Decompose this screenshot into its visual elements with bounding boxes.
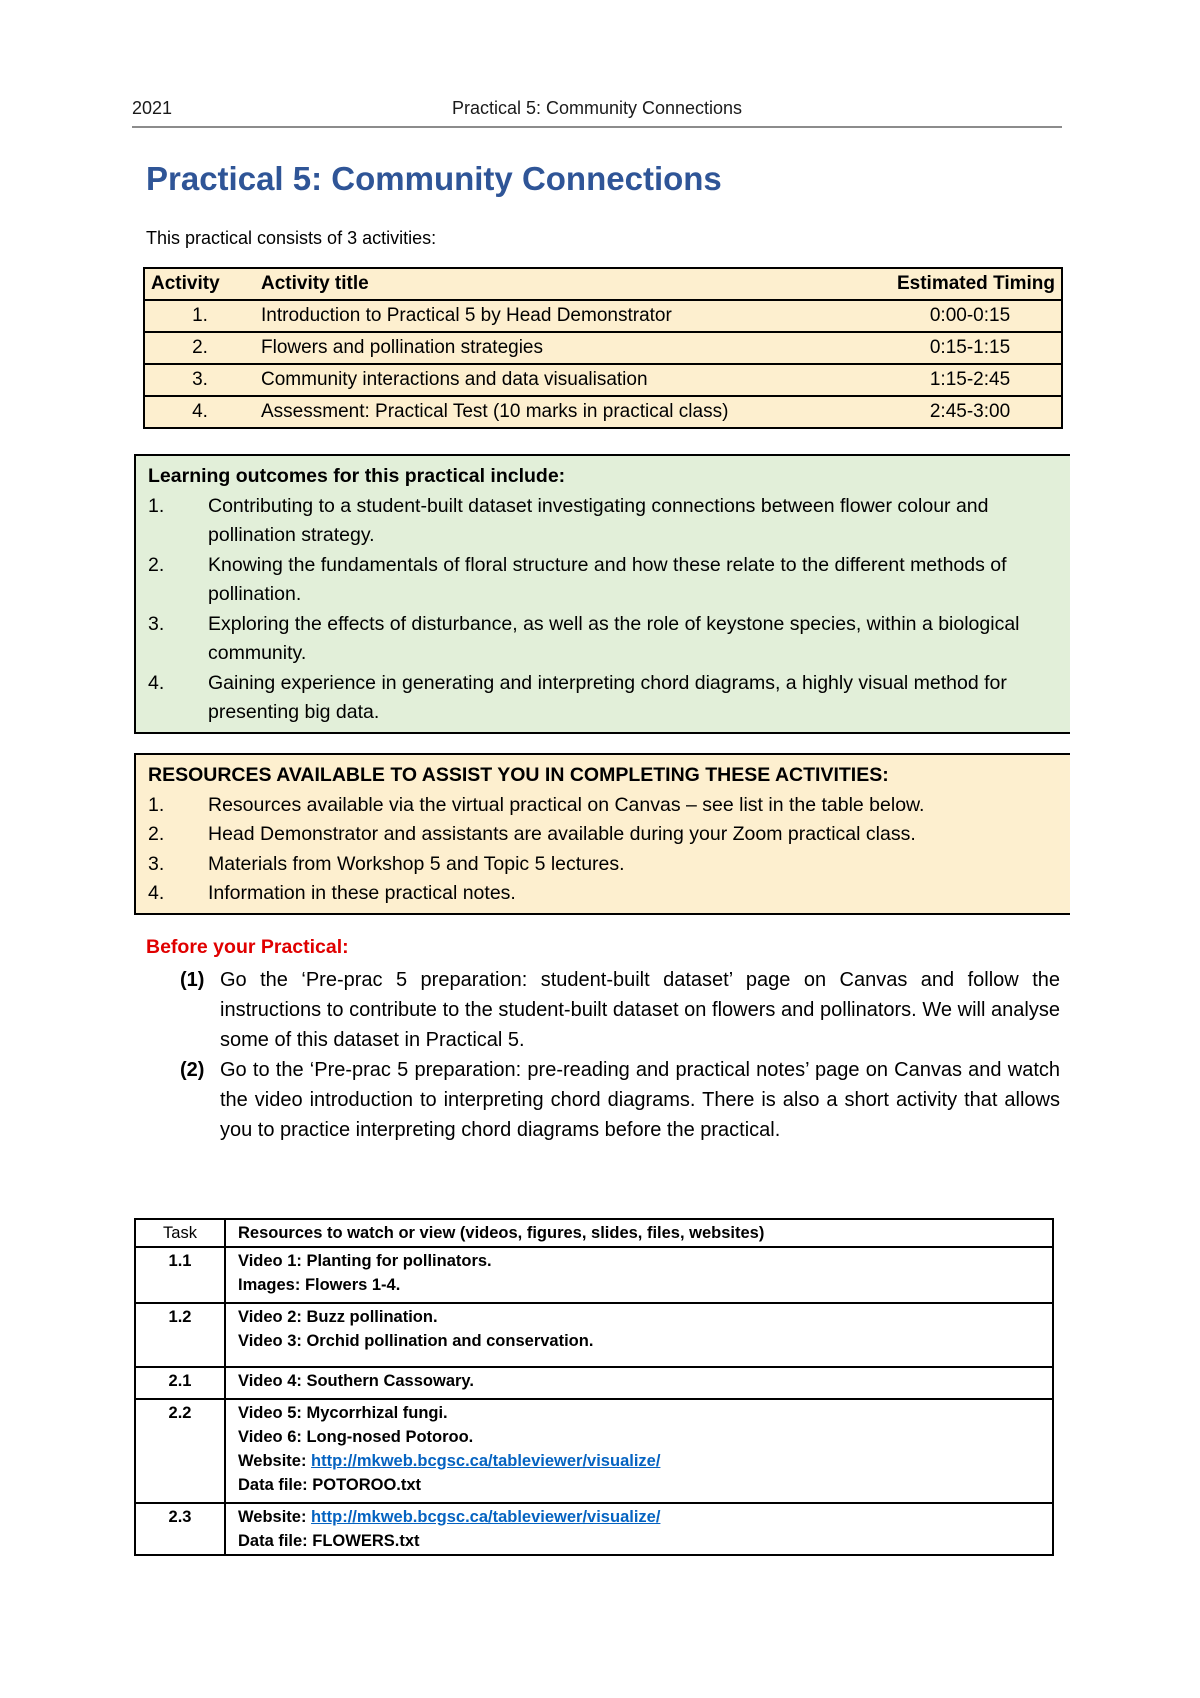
item-text: Exploring the effects of disturbance, as well as the role of keystone species, within a biological community. <box>208 612 1020 664</box>
item-number: 2. <box>148 553 165 576</box>
activity-timing: 0:00-0:15 <box>879 300 1062 332</box>
table-row <box>135 1399 1053 1503</box>
resources-box <box>134 753 1070 915</box>
resource-line: Video 4: Southern Cassowary. <box>238 1372 474 1390</box>
resources-heading: RESOURCES AVAILABLE TO ASSIST YOU IN COMPLETING THESE ACTIVITIES: <box>148 764 889 786</box>
list-item <box>148 610 1058 669</box>
website-link[interactable]: http://mkweb.bcgsc.ca/tableviewer/visualize/ <box>311 1452 661 1470</box>
list-item <box>148 850 1058 880</box>
table-row <box>135 1367 1053 1399</box>
website-link[interactable]: http://mkweb.bcgsc.ca/tableviewer/visualize/ <box>311 1508 661 1526</box>
resource-line: Images: Flowers 1-4. <box>238 1276 401 1294</box>
item-text: Head Demonstrator and assistants are available during your Zoom practical class. <box>208 823 916 845</box>
table-row <box>144 396 1062 428</box>
col-header-activity: Activity <box>144 268 255 300</box>
resource-line: Video 2: Buzz pollination. <box>238 1308 438 1326</box>
before-practical-list <box>180 965 1060 1145</box>
task-id: 1.1 <box>135 1247 225 1303</box>
before-practical-heading: Before your Practical: <box>146 936 349 958</box>
learning-outcomes-heading: Learning outcomes for this practical include: <box>148 465 566 487</box>
task-id: 2.2 <box>135 1399 225 1503</box>
table-row <box>144 300 1062 332</box>
item-text: Gaining experience in generating and interpreting chord diagrams, a highly visual method for presenting big data. <box>208 671 1007 723</box>
item-number: 3. <box>148 852 165 875</box>
table-row <box>135 1503 1053 1555</box>
item-text: Materials from Workshop 5 and Topic 5 lectures. <box>208 852 625 875</box>
resource-line: Video 6: Long-nosed Potoroo. <box>238 1428 474 1446</box>
website-line <box>238 1449 1040 1473</box>
list-item <box>180 965 1060 1055</box>
activity-number: 1. <box>144 300 255 332</box>
task-resources <box>225 1247 1053 1303</box>
col-header-activity-title: Activity title <box>255 268 879 300</box>
resource-line: Video 3: Orchid pollination and conservation. <box>238 1332 594 1350</box>
list-item <box>148 791 1058 821</box>
col-header-timing: Estimated Timing <box>879 268 1062 300</box>
activity-number: 3. <box>144 364 255 396</box>
item-text: Contributing to a student-built dataset investigating connections between flower colour and pollination strategy. <box>208 494 989 546</box>
activity-timing: 2:45-3:00 <box>879 396 1062 428</box>
item-text: Knowing the fundamentals of floral structure and how these relate to the different methods of pollination. <box>208 553 1007 605</box>
intro-text: This practical consists of 3 activities: <box>146 228 437 248</box>
website-label: Website: <box>238 1452 312 1470</box>
tasks-header-row <box>135 1219 1053 1247</box>
task-resources <box>225 1399 1053 1503</box>
activity-title: Introduction to Practical 5 by Head Demonstrator <box>255 300 879 332</box>
page-title: Practical 5: Community Connections <box>146 160 722 197</box>
learning-outcomes-box <box>134 454 1070 734</box>
header-title: Practical 5: Community Connections <box>451 98 743 118</box>
data-file-line: Data file: POTOROO.txt <box>238 1476 422 1494</box>
website-label: Website: <box>238 1508 312 1526</box>
activity-number: 2. <box>144 332 255 364</box>
learning-outcomes-list <box>148 492 1058 728</box>
table-row <box>144 364 1062 396</box>
task-resources <box>225 1303 1053 1367</box>
item-text: Resources available via the virtual practical on Canvas – see list in the table below. <box>208 793 925 816</box>
activity-title: Community interactions and data visualisation <box>255 364 879 396</box>
task-resources <box>225 1503 1053 1555</box>
list-item <box>148 820 1058 850</box>
resource-line: Video 5: Mycorrhizal fungi. <box>238 1404 448 1422</box>
col-header-task: Task <box>135 1219 225 1247</box>
item-number: 2. <box>148 823 165 845</box>
list-item <box>148 879 1058 909</box>
activity-title: Flowers and pollination strategies <box>255 332 879 364</box>
list-item <box>148 551 1058 610</box>
activity-number: 4. <box>144 396 255 428</box>
table-row <box>144 332 1062 364</box>
item-number: 3. <box>148 612 165 635</box>
table-row <box>135 1303 1053 1367</box>
item-number: 1. <box>148 494 165 517</box>
task-resources <box>225 1367 1053 1399</box>
running-header <box>132 98 1062 128</box>
activity-title: Assessment: Practical Test (10 marks in practical class) <box>255 396 879 428</box>
tasks-table <box>134 1218 1054 1556</box>
activities-header-row <box>144 268 1062 300</box>
item-number: 4. <box>148 671 165 694</box>
item-number: 1. <box>148 793 165 816</box>
activity-timing: 0:15-1:15 <box>879 332 1062 364</box>
resource-line: Video 1: Planting for pollinators. <box>238 1252 492 1270</box>
item-text: Go to the ‘Pre-prac 5 preparation: pre-reading and practical notes’ page on Canvas and watch the video introduction to interpreting chord diagrams. There is also a short activity that allows you to practice interpreting chord diagrams before the practical. <box>220 1059 1060 1141</box>
list-item <box>180 1055 1060 1145</box>
col-header-resources: Resources to watch or view (videos, figures, slides, files, websites) <box>225 1219 1053 1247</box>
item-text: Information in these practical notes. <box>208 882 516 904</box>
website-line <box>238 1505 1040 1529</box>
table-row <box>135 1247 1053 1303</box>
item-marker: (2) <box>180 1059 205 1081</box>
activity-timing: 1:15-2:45 <box>879 364 1062 396</box>
activities-table <box>143 267 1063 429</box>
item-marker: (1) <box>180 969 205 991</box>
list-item <box>148 669 1058 728</box>
data-file-line: Data file: FLOWERS.txt <box>238 1532 420 1550</box>
header-year: 2021 <box>132 98 173 118</box>
item-number: 4. <box>148 882 165 904</box>
list-item <box>148 492 1058 551</box>
task-id: 2.1 <box>135 1367 225 1399</box>
task-id: 1.2 <box>135 1303 225 1367</box>
item-text: Go the ‘Pre-prac 5 preparation: student-built dataset’ page on Canvas and follow the instructions to contribute to the student-built dataset on flowers and pollinators. We will analyse some of this dataset in Practical 5. <box>220 969 1060 1051</box>
task-id: 2.3 <box>135 1503 225 1555</box>
resources-list <box>148 791 1058 909</box>
